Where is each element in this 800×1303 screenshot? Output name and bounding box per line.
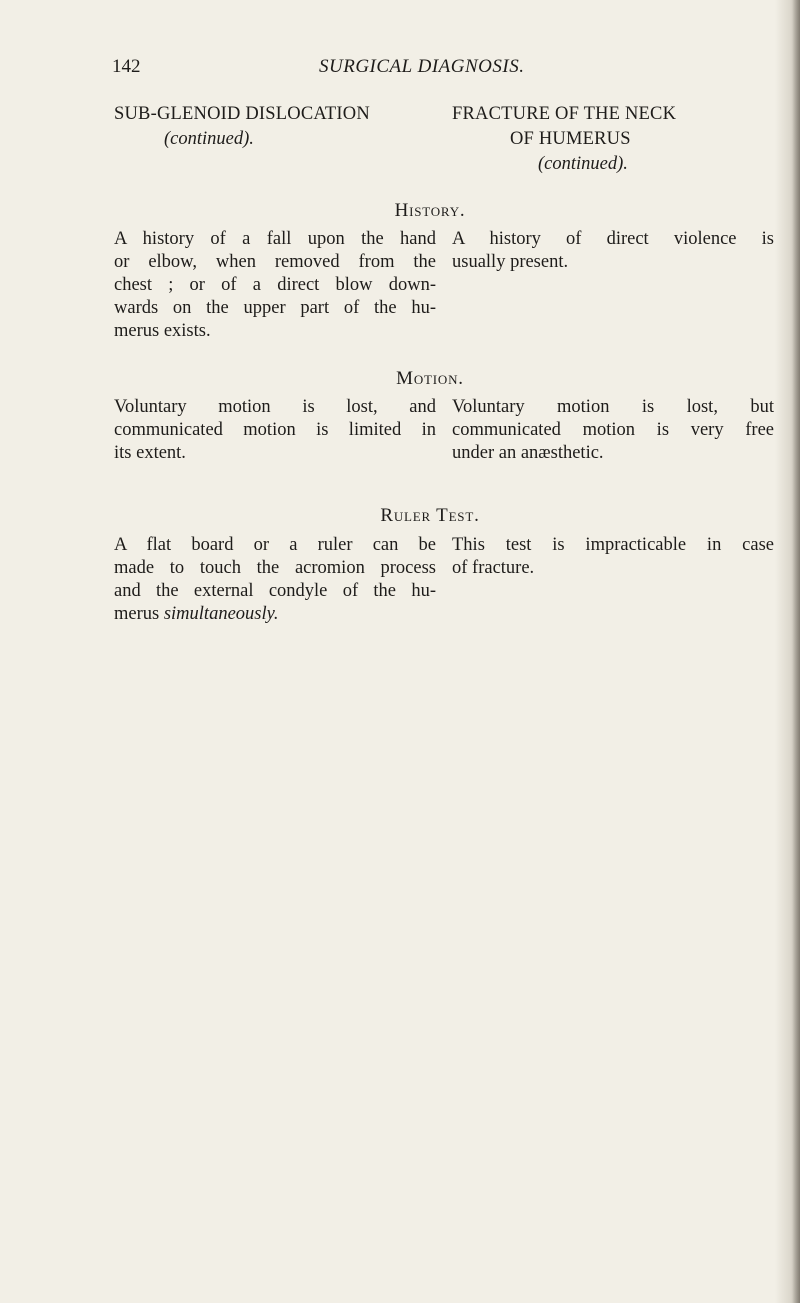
page-number: 142 <box>112 56 141 77</box>
paragraph-line: communicated motion is very free <box>452 420 774 440</box>
paragraph-line: chest ; or of a direct blow down- <box>114 275 436 295</box>
motion-right-paragraph <box>452 396 774 465</box>
history-left-paragraph <box>114 228 436 343</box>
running-title: SURGICAL DIAGNOSIS. <box>319 56 525 77</box>
right-column-subtitle: (continued). <box>538 154 628 174</box>
paragraph-line: This test is impracticable in case <box>452 535 774 555</box>
ruler-test-left-paragraph <box>114 534 436 626</box>
right-column-title-line2: OF HUMERUS <box>510 129 631 149</box>
motion-left-paragraph <box>114 396 436 465</box>
page-edge-shadow <box>792 0 800 1303</box>
paragraph-line: usually present. <box>452 252 569 272</box>
paragraph-line: Voluntary motion is lost, and <box>114 397 436 417</box>
right-column-title-line1: FRACTURE OF THE NECK <box>452 104 677 124</box>
paragraph-line: under an anæsthetic. <box>452 443 604 463</box>
section-title-motion: Motion. <box>396 368 464 389</box>
running-head <box>112 56 772 80</box>
paragraph-line: A history of a fall upon the hand <box>114 229 436 249</box>
paragraph-line: of fracture. <box>452 558 535 578</box>
emphasized-text: simultaneously. <box>163 604 279 624</box>
history-right-paragraph <box>452 228 774 274</box>
paragraph-line: and the external condyle of the hu- <box>114 581 436 601</box>
paragraph-line: made to touch the acromion process <box>114 558 436 578</box>
paragraph-text: merus <box>114 604 164 624</box>
paragraph-line <box>114 603 436 626</box>
paragraph-line: communicated motion is limited in <box>114 420 436 440</box>
section-title-history: History. <box>394 200 466 221</box>
paragraph-line: wards on the upper part of the hu- <box>114 298 436 318</box>
paragraph-line: its extent. <box>114 443 186 463</box>
paragraph-line: or elbow, when removed from the <box>114 252 436 272</box>
ruler-test-right-paragraph <box>452 534 774 580</box>
paragraph-line: merus exists. <box>114 321 211 341</box>
paragraph-line: A flat board or a ruler can be <box>114 535 436 555</box>
paragraph-line: A history of direct violence is <box>452 229 774 249</box>
section-title-ruler-test: Ruler Test. <box>380 505 480 526</box>
paragraph-line: Voluntary motion is lost, but <box>452 397 774 417</box>
left-column-title: SUB-GLENOID DISLOCATION <box>114 104 370 124</box>
left-column-subtitle: (continued). <box>164 129 254 149</box>
